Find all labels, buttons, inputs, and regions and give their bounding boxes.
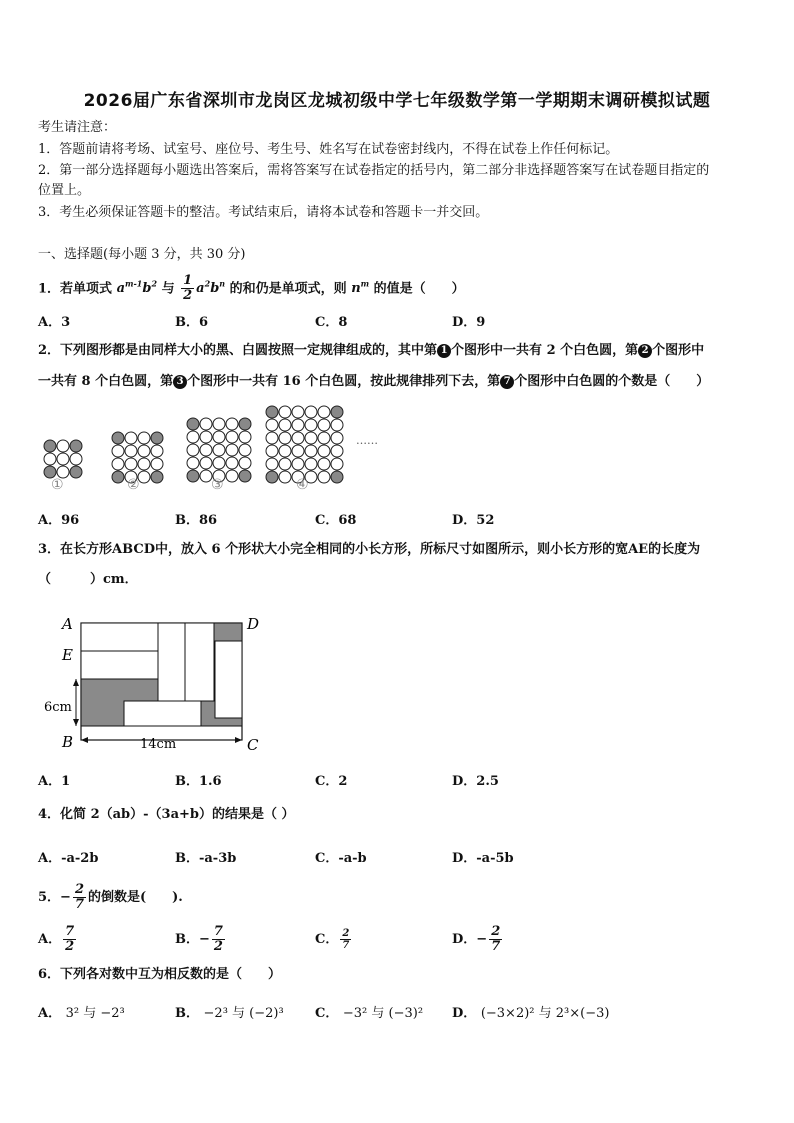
rectangle-abcd-figure (40, 608, 280, 758)
black-circle (187, 418, 199, 430)
q1-option-d[interactable]: D．9 (452, 315, 486, 330)
q5-option-c[interactable]: C． $\frac{2}{7}$ (315, 928, 350, 951)
black-circle (239, 418, 251, 430)
white-circle (318, 458, 330, 470)
white-circle (318, 406, 330, 418)
white-circle (200, 444, 212, 456)
white-circle (151, 458, 163, 470)
white-circle (226, 457, 238, 469)
section-heading: 一、选择题(每小题 3 分，共 30 分) (38, 247, 246, 262)
white-circle (200, 418, 212, 430)
circle-pattern-figure (30, 400, 390, 500)
white-circle (318, 445, 330, 457)
black-circle (112, 432, 124, 444)
white-circle (138, 458, 150, 470)
question-6: 6．下列各对数中互为相反数的是（ ） (38, 967, 282, 982)
white-circle (292, 419, 304, 431)
q4-option-d[interactable]: D．-a-5b (452, 851, 514, 866)
q6-option-b[interactable]: B． −2³ 与 (−2)³ (175, 1006, 284, 1021)
white-circle (125, 458, 137, 470)
page-title: 2026届广东省深圳市龙岗区龙城初级中学七年级数学第一学期期末调研模拟试题 (83, 91, 711, 111)
q6-option-d[interactable]: D． (−3×2)² 与 2³×(−3) (452, 1006, 610, 1021)
q6-options (38, 1002, 758, 1022)
pattern-figure-1 (44, 440, 82, 478)
notice-item-3: 3．考生必须保证答题卡的整洁。考试结束后，请将本试卷和答题卡一并交回。 (38, 205, 489, 220)
q5-options (38, 922, 758, 958)
label-height-6cm: 6cm (44, 700, 72, 715)
black-circle (331, 471, 343, 483)
white-circle (187, 444, 199, 456)
white-circle (279, 406, 291, 418)
ellipsis: …… (356, 434, 378, 447)
white-circle (226, 470, 238, 482)
white-circle (138, 471, 150, 483)
black-circle (266, 406, 278, 418)
white-circle (239, 444, 251, 456)
white-circle (318, 432, 330, 444)
q2-option-a[interactable]: A．96 (38, 513, 80, 528)
q3-option-b[interactable]: B．1.6 (175, 774, 222, 789)
black-circle (70, 440, 82, 452)
white-circle (266, 445, 278, 457)
label-c: C (247, 736, 259, 754)
white-circle (226, 431, 238, 443)
white-circle (187, 431, 199, 443)
white-circle (305, 406, 317, 418)
white-circle (57, 440, 69, 452)
notice-item-2: 2．第一部分选择题每小题选出答案后，需将答案写在试卷指定的括号内，第二部分非选择题答案写在试卷题目指定的 (38, 163, 710, 178)
q5-option-d[interactable]: D．− $\frac{2}{7}$ (452, 924, 501, 954)
black-circle (151, 471, 163, 483)
white-circle (292, 458, 304, 470)
q3-option-d[interactable]: D．2.5 (452, 774, 499, 789)
white-circle (305, 432, 317, 444)
notice-heading: 考生请注意： (38, 120, 117, 135)
white-circle (239, 431, 251, 443)
q2-option-d[interactable]: D．52 (452, 513, 495, 528)
white-circle (213, 457, 225, 469)
label-width-14cm: 14cm (140, 737, 177, 752)
notice-item-2-cont: 位置上。 (38, 183, 91, 198)
white-circle (305, 458, 317, 470)
white-circle (331, 458, 343, 470)
q2-option-b[interactable]: B．86 (175, 513, 218, 528)
white-circle (112, 458, 124, 470)
label-a: A (62, 615, 73, 633)
q1-option-a[interactable]: A．3 (38, 315, 71, 330)
black-circle (239, 470, 251, 482)
white-circle (57, 453, 69, 465)
white-circle (226, 418, 238, 430)
pattern-figure-2 (112, 432, 163, 483)
white-circle (200, 431, 212, 443)
q5-option-a[interactable]: A． $\frac{7}{2}$ (38, 924, 75, 954)
white-circle (213, 418, 225, 430)
question-3-line-1: 3．在长方形ABCD中，放入 6 个形状大小完全相同的小长方形，所标尺寸如图所示，则小长方形的宽AE的长度为 (38, 542, 701, 557)
white-circle (213, 431, 225, 443)
white-circle (226, 444, 238, 456)
white-circle (125, 432, 137, 444)
white-circle (305, 445, 317, 457)
question-3-line-2: （ ）cm． (38, 572, 138, 587)
black-circle (70, 466, 82, 478)
question-5: 5．− $\frac{2}{7}$ 的倒数是( ). (38, 882, 183, 912)
q1-options (38, 311, 758, 331)
label-d: D (247, 615, 260, 633)
q1-option-c[interactable]: C．8 (315, 315, 348, 330)
q4-option-a[interactable]: A．-a-2b (38, 851, 99, 866)
pattern-figure-3 (187, 418, 251, 482)
white-circle (151, 445, 163, 457)
white-circle (138, 445, 150, 457)
q6-option-a[interactable]: A． 3² 与 −2³ (38, 1006, 125, 1021)
white-circle (279, 471, 291, 483)
black-circle (112, 471, 124, 483)
white-circle (266, 419, 278, 431)
q6-option-c[interactable]: C． −3² 与 (−3)² (315, 1006, 424, 1021)
q1-option-b[interactable]: B．6 (175, 315, 209, 330)
white-circle (331, 445, 343, 457)
white-circle (279, 432, 291, 444)
label-b: B (62, 733, 74, 751)
white-circle (200, 457, 212, 469)
q3-option-a[interactable]: A．1 (38, 774, 71, 789)
black-circle (151, 432, 163, 444)
q2-options (38, 509, 758, 529)
white-circle (279, 445, 291, 457)
white-circle (266, 432, 278, 444)
white-circle (292, 406, 304, 418)
black-circle (187, 470, 199, 482)
figure-label-4: ④ (296, 477, 309, 493)
white-circle (138, 432, 150, 444)
q4-options (38, 847, 758, 867)
white-circle (112, 445, 124, 457)
black-circle (44, 440, 56, 452)
fraction-half: $\frac{1}{2}$ (183, 273, 193, 304)
question-2-line-2: 一共有 8 个白色圆，第 3 个图形中一共有 16 个白色圆，按此规律排列下去，第 7 个图形中白色圆的个数是（ ） (38, 374, 710, 389)
white-circle (239, 457, 251, 469)
white-circle (318, 471, 330, 483)
white-circle (331, 419, 343, 431)
white-circle (305, 419, 317, 431)
white-circle (44, 453, 56, 465)
q2-option-c[interactable]: C．68 (315, 513, 357, 528)
black-circle (331, 406, 343, 418)
figure-label-2: ② (127, 477, 140, 493)
q4-option-c[interactable]: C．-a-b (315, 851, 367, 866)
white-circle (187, 457, 199, 469)
white-circle (292, 445, 304, 457)
label-e: E (62, 646, 73, 664)
q4-option-b[interactable]: B．-a-3b (175, 851, 237, 866)
white-circle (279, 419, 291, 431)
white-circle (213, 444, 225, 456)
white-circle (266, 458, 278, 470)
white-circle (125, 445, 137, 457)
question-1: 1．若单项式 $a^{m-1}b^2$ 与 $\frac{1}{2}$ $a^2b^n$ 的和仍是单项式，则 $n^m$ 的值是（ ） (38, 273, 465, 304)
figure-label-1: ① (51, 477, 64, 493)
white-circle (318, 419, 330, 431)
q3-options (38, 770, 758, 790)
white-circle (279, 458, 291, 470)
question-4: 4．化简 2（ab）-（3a+b）的结果是（ ） (38, 807, 295, 822)
black-circle (266, 471, 278, 483)
white-circle (331, 432, 343, 444)
q3-option-c[interactable]: C．2 (315, 774, 348, 789)
notice-item-1: 1．答题前请将考场、试室号、座位号、考生号、姓名写在试卷密封线内，不得在试卷上作任何标记。 (38, 142, 619, 157)
question-2-line-1: 2．下列图形都是由同样大小的黑、白圆按照一定规律组成的，其中第 1 个图形中一共有 2 个白色圆，第 2 个图形中 (38, 343, 705, 358)
white-circle (70, 453, 82, 465)
white-circle (292, 432, 304, 444)
figure-label-3: ③ (211, 477, 224, 493)
q5-option-b[interactable]: B．− $\frac{7}{2}$ (175, 924, 223, 954)
pattern-figure-4 (266, 406, 343, 483)
